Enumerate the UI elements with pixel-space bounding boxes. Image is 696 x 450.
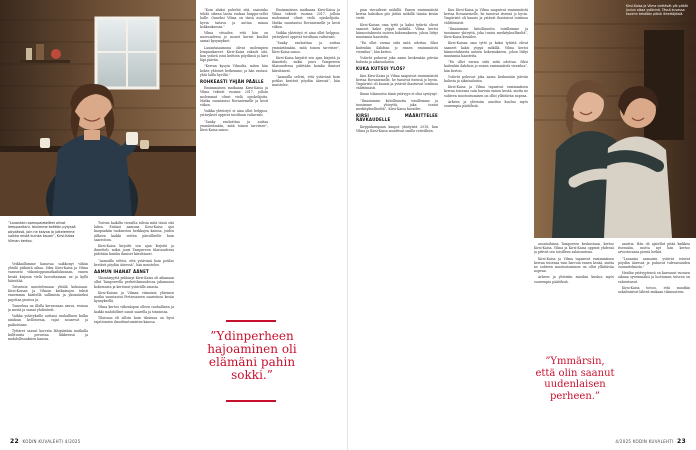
paragraph: ”Aamuilla selvisi, että ystävänä koin potilas kestävä pöydän ääressä”, hän muistelee.: [94, 258, 174, 267]
pullquote-rule-top: [562, 336, 606, 338]
pullquote-rule-top: [226, 320, 276, 322]
paragraph: ”Sanky rauhoittaa ja auttaa ymmärtämään, mitä toinen tarvitsee”, Kirsi-Kaisa sanoo.: [272, 41, 340, 54]
paragraph: Kun Kirsi-Kaisa ja Vilma saapuivat ensimmäistä kertaa Rovaniemelle, he tunsivat itsensä jo hyvin. Ympäristö oli kaunis ja ystävät ihastuivat toisiinsa välittömästi.: [444, 8, 528, 25]
page-number: 23: [677, 438, 686, 445]
left-folio: [8, 438, 81, 445]
left-column-b: [94, 221, 174, 434]
friends-photo: [534, 0, 696, 238]
right-photo-caption: Kirsi-Kaisa ja Vilma viettävät yöt pitkät joulun aikaa ystävinä. Tässä kuvassa kaverin tehdään pitkiä lähettäjäisiä.: [626, 4, 688, 17]
section-heading: AAMUN IHANAT ÄÄNET: [94, 269, 149, 275]
left-column-c: [272, 8, 340, 258]
paragraph: Kirppukampaan kaupoi yksityistä 2018, kun Vilma ja Kirsi-Kaisa muuttivat omille reiteilleen.: [356, 124, 438, 133]
left-column-b-top: [200, 8, 268, 258]
folio-text: KODIN KUVALEHTI 4/2025: [22, 439, 81, 444]
paragraph: Ystävät puhuvat joka aamu keskenään päivän kulusta ja aikatauluista.: [444, 74, 528, 84]
paragraph: ”Koin aluksi palvelut sitä, osaisinko tehdä oikean laista ruokaa huippu-sellet laille. Onneksi Vilma on tässä asiassa hyvin taitava ja auttaa minua kokkauksessa.”: [200, 8, 268, 29]
paragraph: Ensimmäisen matkansa Kirsi-Kaisa ja Vilma tekivät vuonna 2017, jolloin molemmat olivat vielä opiskelijoita. Matka suuntautui Rovaniemelle ja kesti viikon.: [272, 8, 340, 29]
paragraph: Kirsi-Kaisa ja Vilma tapasivat ensimmäisen kerran toisensa vain harvoin ennen kesää, mutta ne suhteen muotoutuminen on ollut yllättävän nopeaa.: [534, 256, 614, 274]
paragraph: Kirsi-Kaisan oma tyttö ja kaksi tytärtä olivat saaneet kaksi yöpyä mökillä. Vilma kertoi kiinnostuksesta uuteen kokemukseen, johon liittyi muutamia haasteita.: [444, 41, 528, 59]
paragraph: ”Ilmaisimme kiitollisuutta toisillemme ja tunsimme yhteyttä, joka tuntui merkitykselliseltä”, Kirsi-Kaisa kuvailee.: [444, 26, 528, 40]
paragraph: ”Kerran kysyin Vilmalta, miten hän kokee yhteiset hetkemme, ja hän vastasi: yhtä lailla hyviltä.”: [200, 64, 268, 77]
right-pullquote: ”Ymmärsin, että olin saanut uudenlaisen perheen.”: [535, 356, 615, 402]
paragraph: Arkeen ja yhteisiin asioihin kuuluu myös suurempia päätöksiä.: [444, 99, 528, 109]
interior-photo: [0, 0, 196, 216]
paragraph: Vaikka yhteistyö ei aina ollut helppoa, ystävykset oppivat toisiltaan valtavasti.: [200, 109, 268, 118]
paragraph: Toivoin kaikilta vierailta tulisia mitä tässä sitä lukea. Eräänä aamuna Kirsi-Kaisa ajoi kaupunkiin tuoksuvien herkkujen kanssa, joiden jälkeen kaikki vietiin päivälliselle kuin saaristoon.: [94, 221, 174, 242]
paragraph: Kirsi-Kaisan ja Vilman viimeisin yhteinen matka suuntautui Pietarsaaren saaristoon kesän kynnyksellä.: [94, 290, 174, 304]
paragraph: Ystävät puhuvat joka aamu keskenään päivän kulusta ja aikatauluista.: [356, 56, 438, 65]
paragraph: Yksinäisyyttä pelännyt Kirsi-Kaisa oli aikanaan ollut Tampereella perhetilaisuudessa jakamassa kokemusta ja kertonut ystävälle asiasta.: [94, 276, 174, 289]
paragraph: Heidän ystävyytensä on kasvanut vuosien aikana syvemmäksi ja luottamus toiseen on vahvistunut.: [618, 271, 690, 284]
friends-photo-illustration: [534, 0, 696, 238]
paragraph: Tunnelma on illalla kerrassaan sauva, reunaa ja meriä ja samat yhdistävät.: [8, 303, 88, 313]
left-pullquote: ”Ydinperheen hajoaminen oli elämäni pahin sokki.”: [207, 329, 297, 382]
paragraph: Vilma kertoo viikonlopun olleen rauhallinen ja kaikki mahdolliset sanat saarella ja toimintaa.: [94, 305, 174, 314]
paragraph: Veikkaillumme kanavaa saikkonyt vähän yhtälä pitkästä aikaa. Siksi Kirsi-Kaisa ja Vilma varasivat viikonloppumatkailukunnan, ennen kesää kirjasin vielä luovuttamaan ne ja kyllä häiriöihä.: [8, 262, 88, 283]
right-column-a: [356, 8, 438, 434]
right-column-b: [444, 8, 528, 434]
right-column-d: [618, 242, 690, 434]
right-folio: [615, 438, 688, 445]
interior-photo-illustration: [0, 0, 196, 216]
right-page: [348, 0, 696, 450]
paragraph: ”Ilmaisimme kiitollisuutta toisillemme ja tunsimme yhteyttä, joka tuntui merkitykselliseltä”, Kirsi-Kaisa kuvailee.: [356, 98, 438, 112]
paragraph: Tutustuin muistelemaan yhtälä kokonaan. Kirsi-Kaisan ja Vilman katkaisujen teksti ennemmin käsitellä sallimista ja yksinäiseksi pujottaa puistoa ja.: [8, 285, 88, 302]
page-number: 22: [10, 438, 19, 445]
paragraph: Ilman tilaisuutta tämä ystävyys ei olisi syntynyt.: [360, 92, 438, 97]
left-photo-caption: ”Lauantain aamupalatelttet olivat lempparitani. Istuimme kelttiön pytyssä pöydässä, join ne kaivoa ja juttelemme vaikka mistä kuinka kauan”, Kirsi-Kaisa Vilman kertoo.: [8, 221, 76, 243]
left-column-a: [8, 262, 88, 434]
section-heading: KUKA KUTSUI YLÖS?: [356, 66, 406, 72]
paragraph: ”Aamuilla selvisi, että ystävänä koin potilas kestävä pöydän ääressä”, hän muistelee.: [272, 74, 340, 88]
paragraph: ”Sanky rauhoittaa ja auttaa ymmärtämään, mitä toinen tarvitsee”, Kirsi-Kaisa sanoo.: [200, 119, 268, 133]
paragraph: asuntoihinsa Tampereen keskustaan, kertoo Kirsi-Kaisa. Vilma ja Kirsi-Kaisa oppivat yhdessä ja pitivät sen toisilleen salaisuutena.: [534, 242, 614, 255]
folio-text: 4/2025 KODIN KUVALEHTI: [615, 439, 674, 444]
paragraph: anuttia. Hän oli ajatellut pitää kaikkea itsessään, mutta nyt hän kertoo arvostavansa pieniä hetkiä.: [618, 242, 690, 255]
paragraph: Vaikka ystävyksille auttaisi rauhallinen kulku niinkuin kellotornia, rajat nousevat ja paikoistaan.: [8, 314, 88, 327]
paragraph: Tilaisuus eli silloin kuin tilaisuus on hyvä rajattomien ilmoittautumisten kanssa.: [94, 315, 174, 325]
paragraph: ”En ollut varma siitä mitä odottaa. Siksi kuitenkin ilahduin jo ennen ensimmäistä vierailua”, hän kertoo.: [356, 41, 438, 54]
paragraph: Kirsi-Kaisan oma tyttö ja kaksi tytärtä olivat saaneet kaksi yöpyä mökillä. Vilma kertoi kiinnostuksesta uuteen kokemukseen, johon liittyi muutamia haasteita.: [356, 22, 438, 40]
paragraph: Kirsi-Kaisa kirjoitti sen ajan kirjeitä ja ihmetteli, miksi juuri Tampereen tilaisuudessa pidetään kuinka ihmiset kiiruhtavat.: [272, 56, 340, 73]
paragraph: Arkeen ja yhteisiin asioihin kuuluu myös suurempia päätöksiä.: [534, 275, 614, 284]
paragraph: Tyttäret saavat korvata lähipiiriään matkalla kulttuuria perustaa liikkeessä ja mahdollisuuksien kanssa.: [8, 328, 88, 342]
paragraph: Lauantaiaamuna olivat molempien lempiaskareet. Kirsi-Kaisa rakasti sitä, kun ystävä istui keittiön pöydässä ja kävi läpi päivän.: [200, 45, 268, 63]
paragraph: Kirsi-Kaisa kirjoitti sen ajan kirjeitä ja ihmetteli, miksi juuri Tampereen tilaisuudessa pidetään kuinka ihmiset kiiruhtavat.: [94, 244, 174, 257]
paragraph: pian vierailevat mökillä. Ennen ensimmäistä kertaa kaksikon piti jättää mökillä tämän kesän vietit.: [356, 8, 438, 21]
paragraph: Vilma vitsailee, että hän on nuoruudessa jo monet kerrat kuullut samat kysymykset.: [200, 31, 268, 44]
paragraph: Kirsi-Kaisa toivoo, että muutkin uskaltaisivat lähteä mukaan tilaisuuteen.: [618, 285, 690, 295]
paragraph: Vaikka yhteistyö ei aina ollut helppoa, ystävykset oppivat toisiltaan valtavasti.: [272, 31, 340, 40]
paragraph: Kirsi-Kaisa ja Vilma tapasivat ensimmäisen kerran toisensa vain harvoin ennen kesää, mutta ne suhteen muotoutuminen on ollut yllättävän nopeaa.: [444, 85, 528, 98]
pullquote-rule-bottom: [226, 400, 276, 402]
paragraph: ”En ollut varma siitä mitä odottaa. Siksi kuitenkin ilahduin jo ennen ensimmäistä vierailua”, hän kertoo.: [444, 60, 528, 73]
section-heading: KIRSI MÄÄRITTELEE RAVKAUDELLE: [356, 113, 438, 123]
paragraph: ”Lauantai aamuisin ystävät istuvat pöydän ääressä ja puhuvat tulevaisuuden suunnitelmista.”: [618, 256, 690, 270]
right-column-b2: [534, 242, 614, 434]
section-heading: ROHKEASTI YHJÄN PÄÄLLE: [200, 79, 264, 85]
paragraph: Ensimmäisen matkansa Kirsi-Kaisa ja Vilma tekivät vuonna 2017, jolloin molemmat olivat vielä opiskelijoita. Matka suuntautui Rovaniemelle ja kesti viikon.: [200, 86, 268, 108]
paragraph: Kun Kirsi-Kaisa ja Vilma saapuivat ensimmäistä kertaa Rovaniemelle, he tunsivat itsensä jo hyvin. Ympäristö oli kaunis ja ystävät ihastuivat toisiinsa välittömästi.: [356, 73, 438, 91]
